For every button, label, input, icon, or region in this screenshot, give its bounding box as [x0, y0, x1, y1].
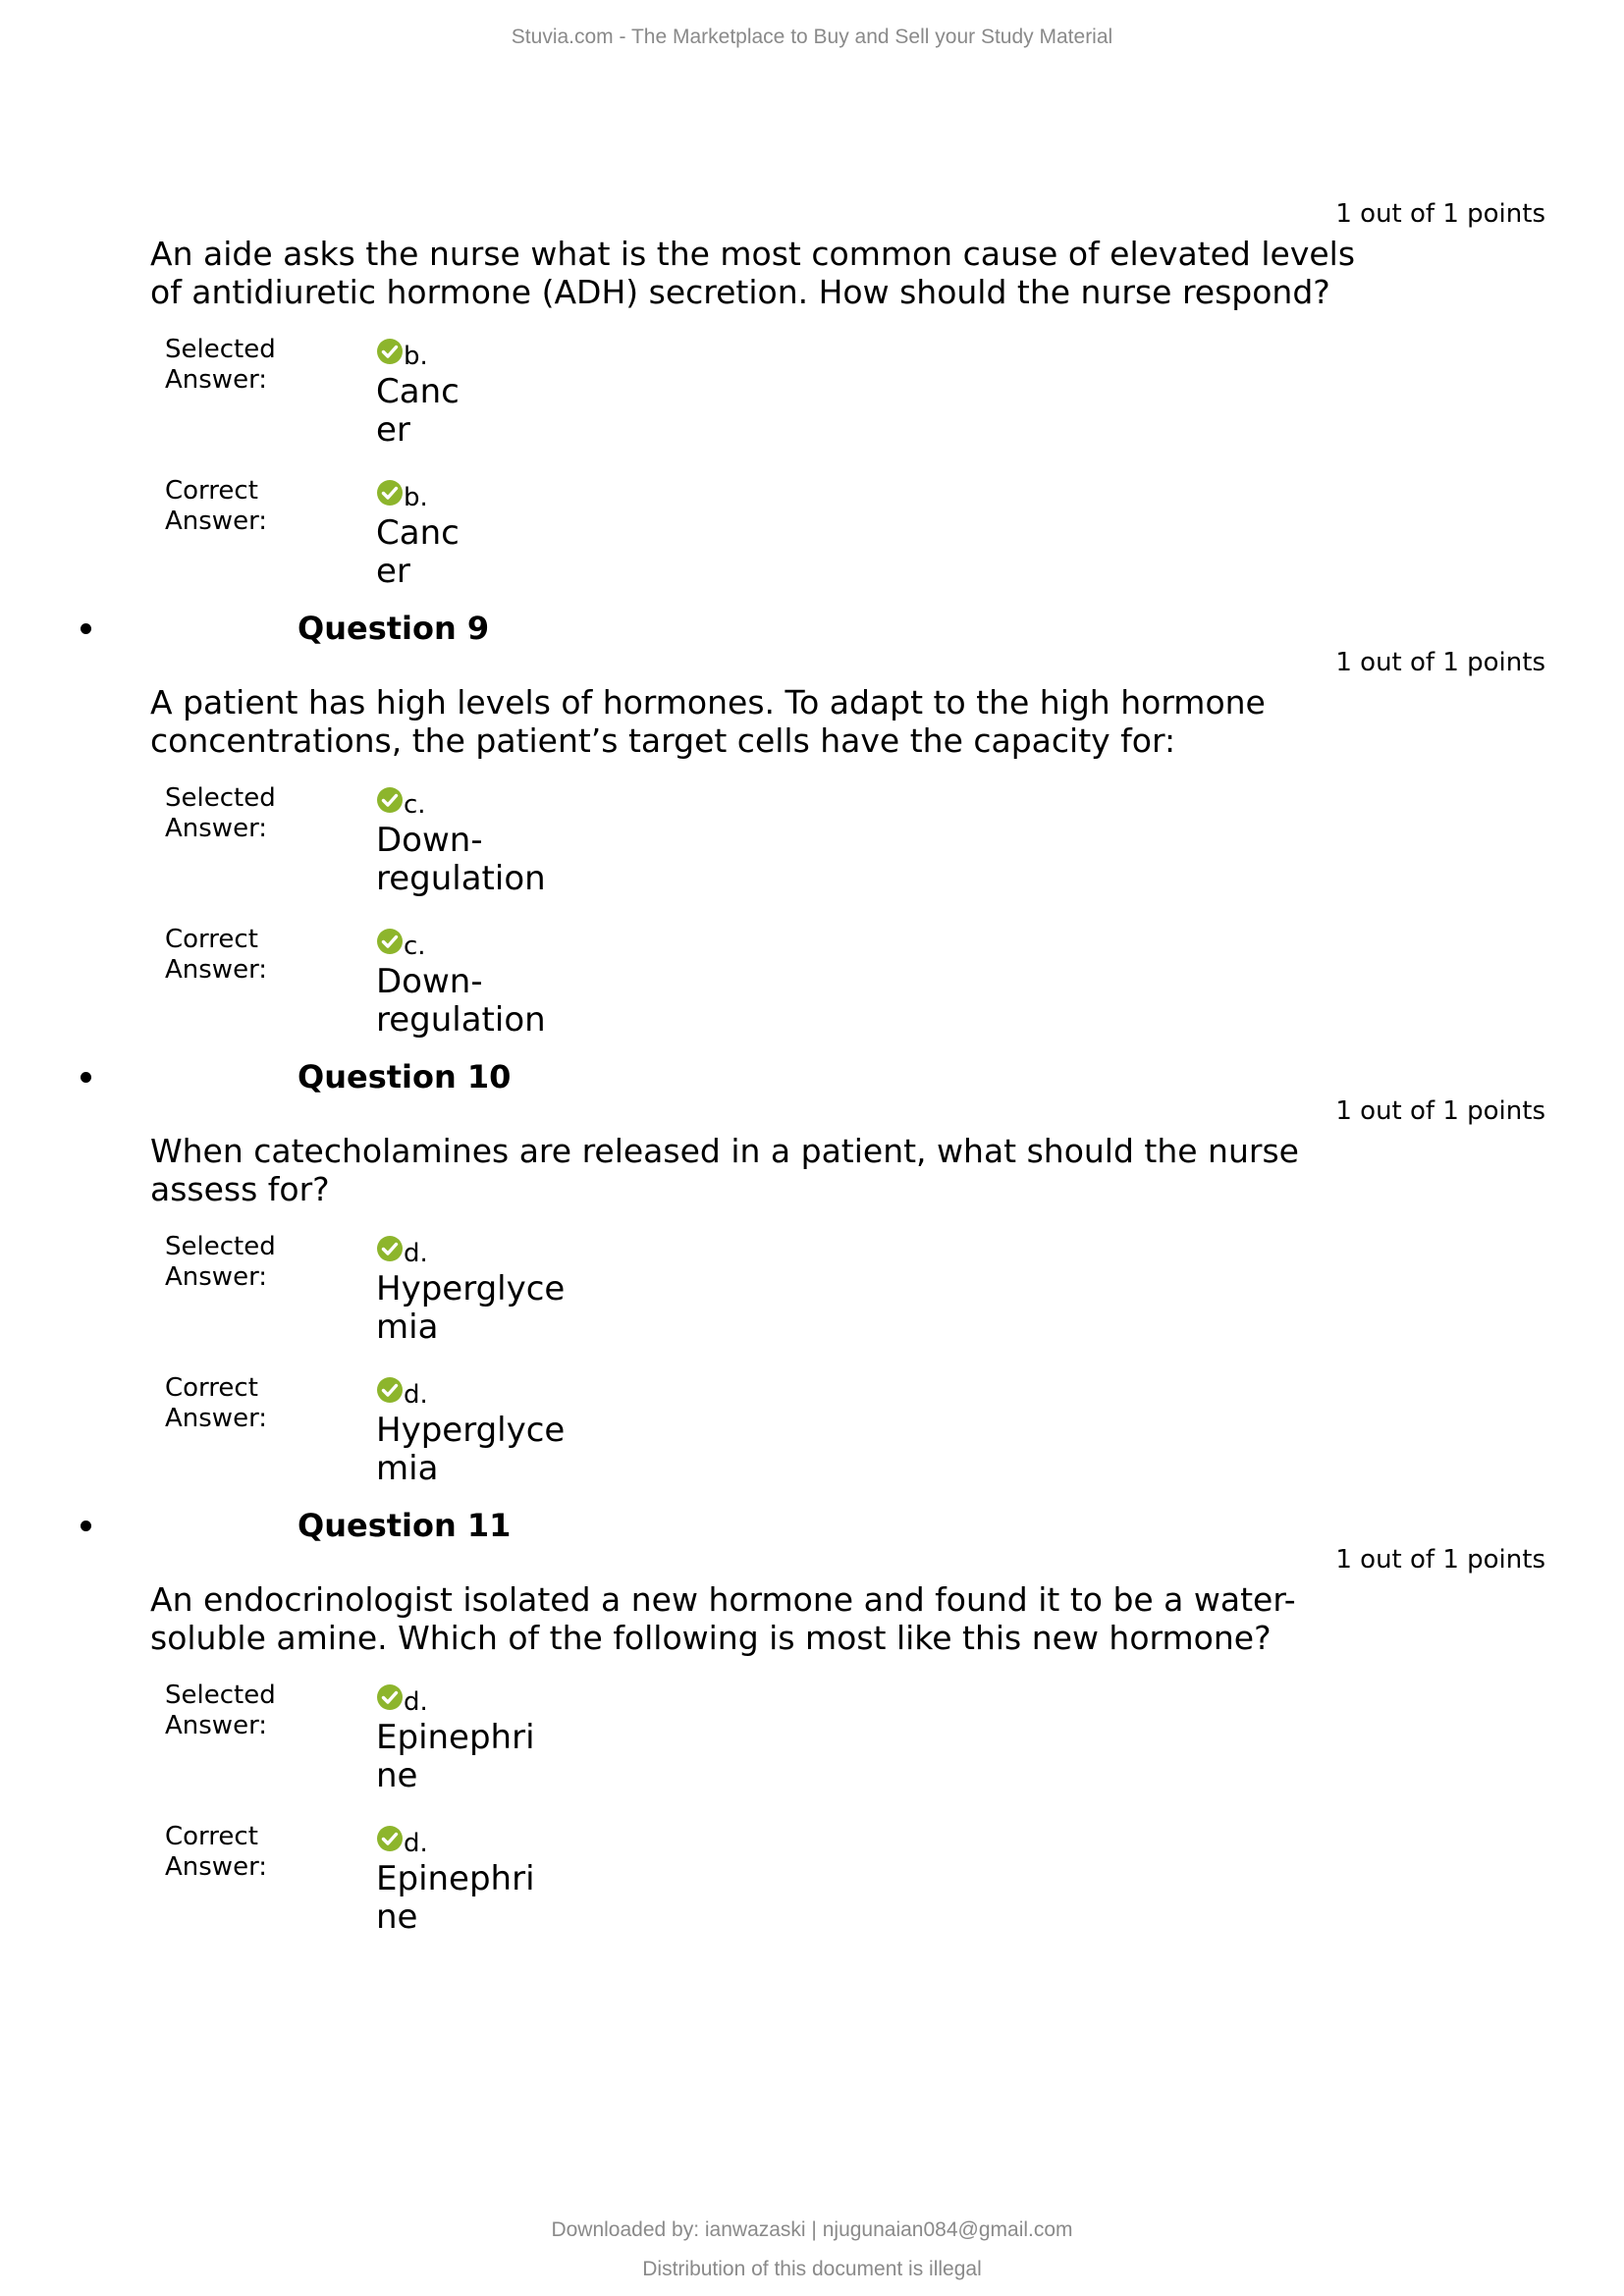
q8-selected-answer-label: Selected Answer: [165, 335, 276, 395]
footer-distribution-notice: Distribution of this document is illegal [642, 2258, 982, 2280]
q11-bullet [81, 1521, 91, 1531]
q11-question-text: An endocrinologist isolated a new hormone and found it to be a water-soluble amine. Which of the following is most like this new hormone? [150, 1580, 1296, 1657]
check-circle-icon [376, 479, 404, 507]
q8-correct-letter: b. [404, 483, 428, 512]
q10-selected-text: Hyperglyce mia [376, 1269, 566, 1347]
q10-selected-answer-label: Selected Answer: [165, 1232, 276, 1292]
q8-selected-letter: b. [404, 342, 428, 371]
footer-downloaded-by: Downloaded by: ianwazaski | njugunaian084@gmail.com [551, 2218, 1073, 2241]
q9-heading: Question 9 [298, 610, 490, 647]
header-banner: Stuvia.com - The Marketplace to Buy and Sell your Study Material [511, 26, 1113, 48]
q11-correct-letter: d. [404, 1829, 428, 1858]
q8-correct-text: Canc er [376, 513, 460, 591]
q9-correct-text: Down- regulation [376, 962, 546, 1040]
q8-question-text: An aide asks the nurse what is the most common cause of elevated levels of antidiuretic hormone (ADH) secretion. How should the nurse respond? [150, 235, 1356, 311]
q11-correct-answer [376, 1823, 535, 1937]
q8-correct-answer [376, 477, 460, 591]
q9-bullet [81, 623, 91, 634]
q8-selected-answer [376, 336, 460, 450]
check-circle-icon [376, 1683, 404, 1711]
q10-heading: Question 10 [298, 1058, 512, 1095]
q9-selected-letter: c. [404, 790, 426, 820]
q10-correct-answer-label: Correct Answer: [165, 1373, 268, 1433]
q9-question-text: A patient has high levels of hormones. To adapt to the high hormone concentrations, the patient’s target cells have the capacity for: [150, 683, 1266, 760]
q10-correct-letter: d. [404, 1380, 428, 1410]
q9-selected-text: Down- regulation [376, 821, 546, 898]
q9-correct-answer [376, 926, 546, 1040]
q10-question-text: When catecholamines are released in a patient, what should the nurse assess for? [150, 1132, 1299, 1208]
q11-correct-text: Epinephri ne [376, 1859, 535, 1937]
q9-selected-answer-label: Selected Answer: [165, 783, 276, 843]
q9-points: 1 out of 1 points [1335, 648, 1545, 677]
q11-selected-text: Epinephri ne [376, 1718, 535, 1795]
q9-selected-answer [376, 784, 546, 898]
q11-selected-answer [376, 1682, 535, 1795]
check-circle-icon [376, 928, 404, 955]
q10-points: 1 out of 1 points [1335, 1096, 1545, 1126]
check-circle-icon [376, 786, 404, 814]
check-circle-icon [376, 338, 404, 365]
q10-correct-text: Hyperglyce mia [376, 1411, 566, 1488]
check-circle-icon [376, 1235, 404, 1262]
q10-bullet [81, 1072, 91, 1083]
q11-selected-answer-label: Selected Answer: [165, 1681, 276, 1740]
q10-selected-answer [376, 1233, 565, 1347]
q9-correct-letter: c. [404, 932, 426, 961]
q11-correct-answer-label: Correct Answer: [165, 1822, 268, 1882]
q11-heading: Question 11 [298, 1507, 512, 1544]
q11-points: 1 out of 1 points [1335, 1545, 1545, 1575]
q10-selected-letter: d. [404, 1239, 428, 1268]
check-circle-icon [376, 1376, 404, 1404]
q9-correct-answer-label: Correct Answer: [165, 925, 268, 985]
q10-correct-answer [376, 1374, 565, 1488]
q8-points: 1 out of 1 points [1335, 199, 1545, 229]
check-circle-icon [376, 1825, 404, 1852]
q8-selected-text: Canc er [376, 372, 460, 450]
q11-selected-letter: d. [404, 1687, 428, 1717]
q8-correct-answer-label: Correct Answer: [165, 476, 268, 536]
